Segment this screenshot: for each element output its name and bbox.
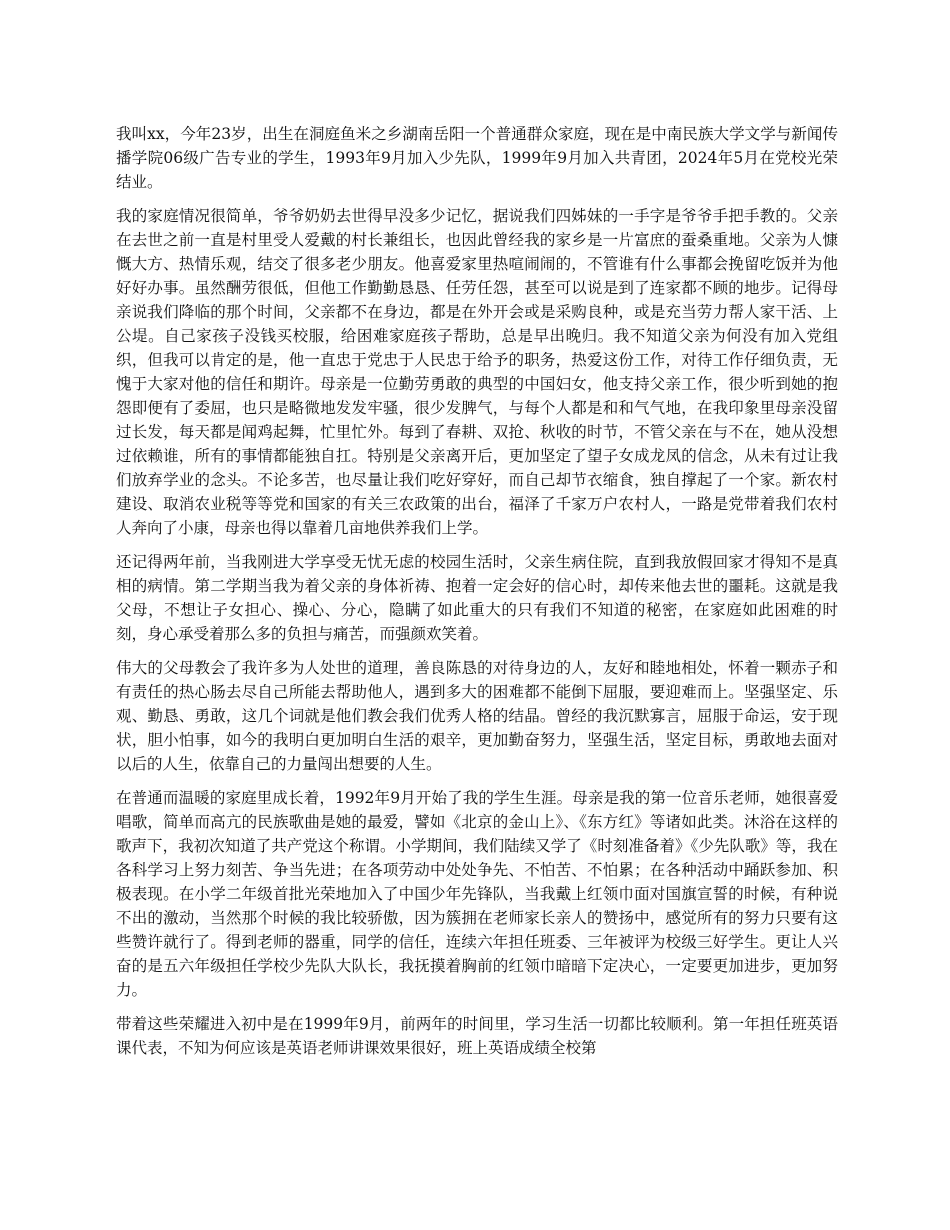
paragraph-parents-lessons: 伟大的父母教会了我许多为人处世的道理，善良陈恳的对待身边的人，友好和睦地相处，怀着一颗赤子和有责任的热心肠去尽自己所能去帮助他人，遇到多大的困难都不能倒下屈服，要迎难而上。坚强坚定、乐观、勤恳、勇敢，这几个词就是他们教会我们优秀人格的结晶。曾经的我沉默寡言，屈服于命运，安于现状，胆小怕事，如今的我明白更加明白生活的艰辛，更加勤奋努力，坚强生活，坚定目标，勇敢地去面对以后的人生，依靠自己的力量闯出想要的人生。	[116, 659, 838, 773]
paragraph-junior-high: 带着这些荣耀进入初中是在1999年9月，前两年的时间里，学习生活一切都比较顺利。第一年担任班英语课代表，不知为何应该是英语老师讲课效果很好，班上英语成绩全校第	[116, 1015, 838, 1057]
paragraph-intro: 我叫xx，今年23岁，出生在洞庭鱼米之乡湖南岳阳一个普通群众家庭，现在是中南民族大学文学与新闻传播学院06级广告专业的学生，1993年9月加入少先队，1999年9月加入共青团，2024年5月在党校光荣结业。	[116, 125, 838, 191]
paragraph-primary-school: 在普通而温暖的家庭里成长着，1992年9月开始了我的学生生涯。母亲是我的第一位音乐老师，她很喜爱唱歌，简单而高亢的民族歌曲是她的最爱，譬如《北京的金山上》、《东方红》等诸如此类。沐浴在这样的歌声下，我初次知道了共产党这个称谓。小学期间，我们陆续又学了《时刻准备着》《少先队歌》等，我在各科学习上努力刻苦、争当先进；在各项劳动中处处争先、不怕苦、不怕累；在各种活动中踊跃参加、积极表现。在小学二年级首批光荣地加入了中国少年先锋队，当我戴上红领巾面对国旗宣誓的时候，有种说不出的激动，当然那个时候的我比较骄傲，因为簇拥在老师家长亲人的赞扬中，感觉所有的努力只要有这些赞许就行了。得到老师的器重，同学的信任，连续六年担任班委、三年被评为校级三好学生。更让人兴奋的是五六年级担任学校少先队大队长，我抚摸着胸前的红领巾暗暗下定决心，一定要更加进步，更加努力。	[116, 789, 838, 999]
paragraph-father-illness: 还记得两年前，当我刚进大学享受无忧无虑的校园生活时，父亲生病住院，直到我放假回家才得知不是真相的病情。第二学期当我为着父亲的身体祈祷、抱着一定会好的信心时，却传来他去世的噩耗。这就是我父母，不想让子女担心、操心、分心，隐瞒了如此重大的只有我们不知道的秘密，在家庭如此困难的时刻，身心承受着那么多的负担与痛苦，而强颜欢笑着。	[116, 553, 838, 643]
paragraph-family: 我的家庭情况很简单，爷爷奶奶去世得早没多少记忆，据说我们四姊妹的一手字是爷爷手把手教的。父亲在去世之前一直是村里受人爱戴的村长兼组长，也因此曾经我的家乡是一片富庶的蚕桑重地。父亲为人慷慨大方、热情乐观，结交了很多老少朋友。他喜爱家里热喧闹闹的，不管谁有什么事都会挽留吃饭并为他好好办事。虽然酬劳很低，但他工作勤勤恳恳、任劳任怨，甚至可以说是到了连家都不顾的地步。记得母亲说我们降临的那个时间，父亲都不在身边，都是在外开会或是采购良种，或是充当劳力帮人家干活、上公堤。自己家孩子没钱买校服，给困难家庭孩子帮助，总是早出晚归。我不知道父亲为何没有加入党组织，但我可以肯定的是，他一直忠于党忠于人民忠于给予的职务，热爱这份工作，对待工作仔细负责，无愧于大家对他的信任和期许。母亲是一位勤劳勇敢的典型的中国妇女，他支持父亲工作，很少听到她的抱怨即便有了委屈，也只是略微地发发牢骚，很少发脾气，与每个人都是和和气气地，在我印象里母亲没留过长发，每天都是闻鸡起舞，忙里忙外。每到了春耕、双抢、秋收的时节，不管父亲在与不在，她从没想过依赖谁，所有的事情都能独自扛。特别是父亲离开后，更加坚定了望子女成龙凤的信念，从未有过让我们放弃学业的念头。不论多苦，也尽量让我们吃好穿好，而自己却节衣缩食，独自撑起了一个家。新农村建设、取消农业税等等党和国家的有关三农政策的出台，福泽了千家万户农村人，一路是党带着我们农村人奔向了小康，母亲也得以靠着几亩地供养我们上学。	[116, 207, 838, 537]
document-body	[116, 122, 838, 1070]
